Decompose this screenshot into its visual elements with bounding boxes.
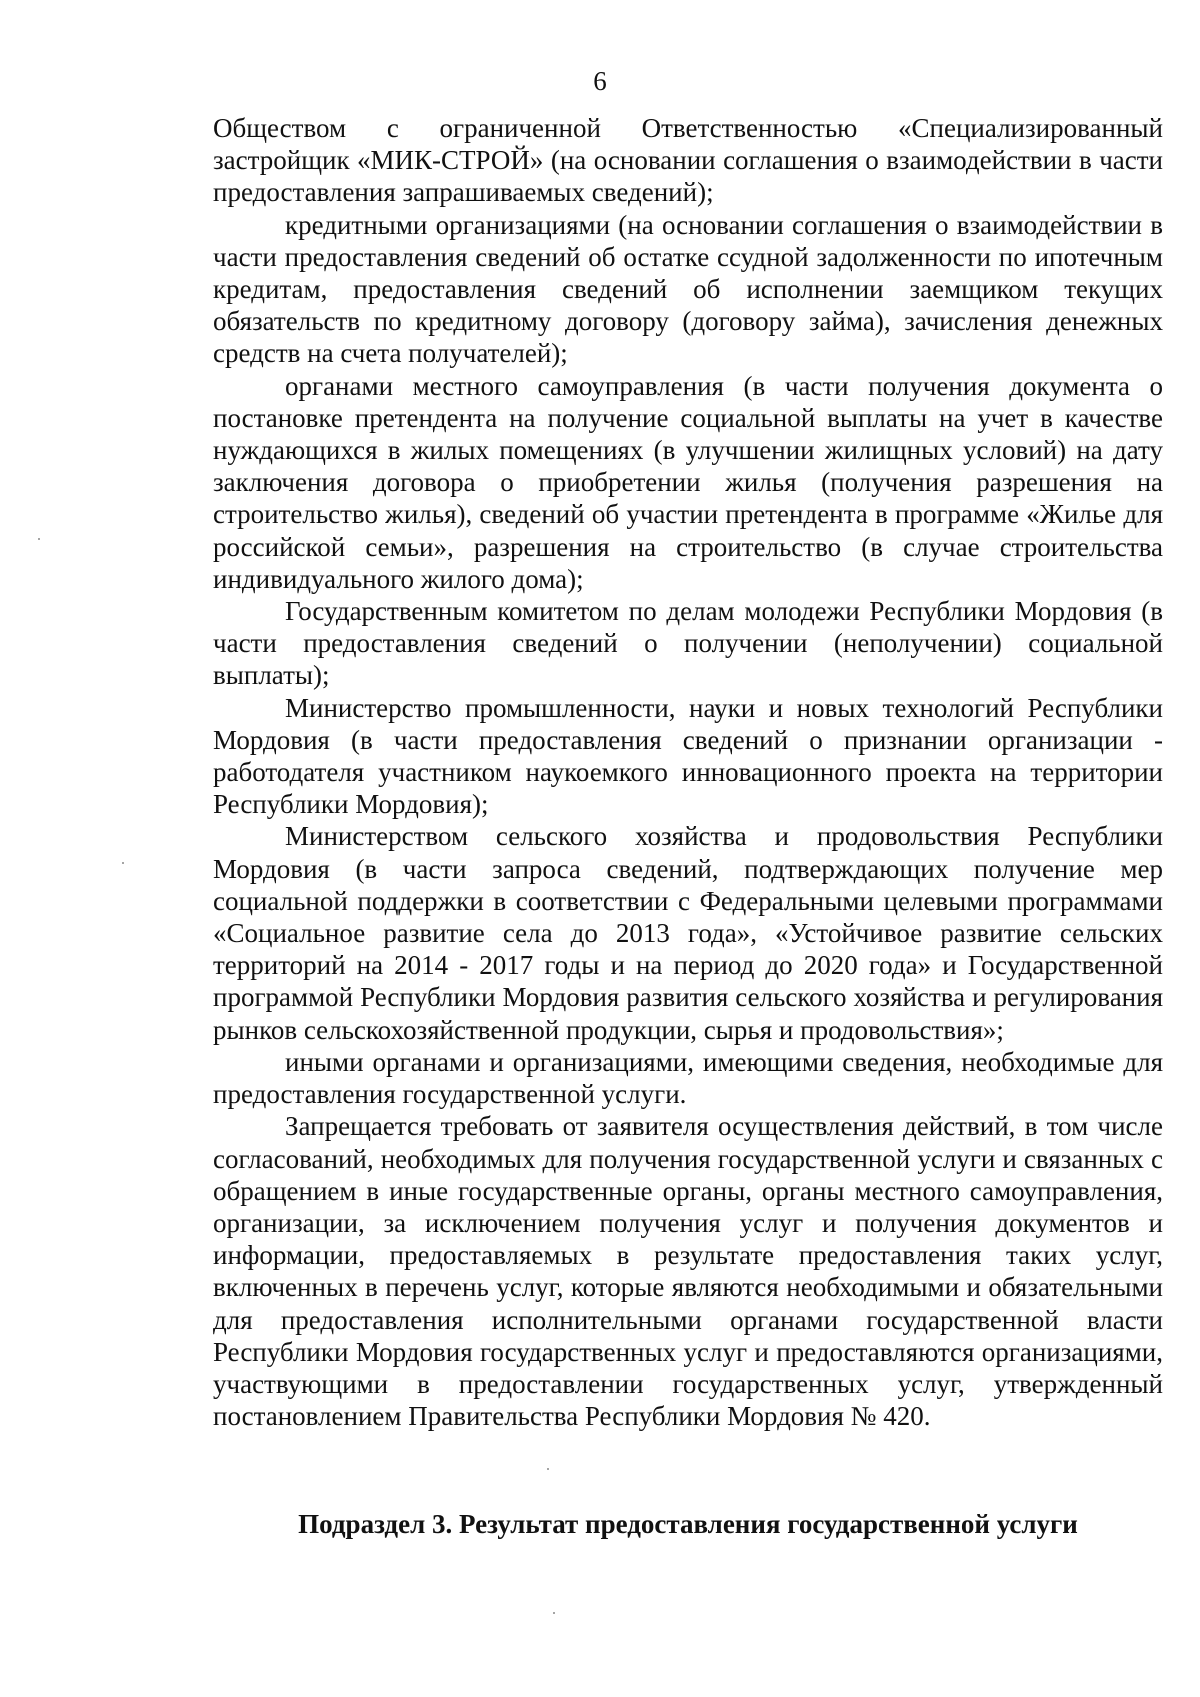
document-body <box>213 112 1163 1432</box>
section-heading: Подраздел 3. Результат предоставления государственной услуги <box>298 1509 1078 1539</box>
paragraph-prohibition: Запрещается требовать от заявителя осуществления действий, в том числе согласований, необходимых для получения государственной услуги и связанных с обращением в иные государственные органы, органы местного самоуправления, организации, за исключением получения услуг и получения документов и информации, предоставляемых в результате предоставления таких услуг, включенных в перечень услуг, которые являются необходимыми и обязательными для предоставления исполнительными органами государственной власти Республики Мордовия государственных услуг и предоставляются организациями, участвующими в предоставлении государственных услуг, утвержденный постановлением Правительства Республики Мордовия № 420. <box>213 1111 1163 1432</box>
paragraph-continuation: Обществом с ограниченной Ответственностью «Специализированный застройщик «МИК-СТРОЙ» (на основании соглашения о взаимодействии в части предоставления запрашиваемых сведений); <box>213 113 1163 208</box>
paragraph-local-government: органами местного самоуправления (в части получения документа о постановке претендента на получение социальной выплаты на учет в качестве нуждающихся в жилых помещениях (в улучшении жилищных условий) на дату заключения договора о приобретении жилья (получения разрешения на строительство жилья), сведений об участии претендента в программе «Жилье для российской семьи», разрешения на строительство (в случае строительства индивидуального жилого дома); <box>213 370 1163 594</box>
paragraph-other-bodies: иными органами и организациями, имеющими сведения, необходимые для предоставления государственной услуги. <box>213 1046 1163 1110</box>
paragraph-ministry-industry: Министерство промышленности, науки и новых технологий Республики Мордовия (в части предоставления сведений о признании организации - работодателя участником наукоемкого инновационного проекта на территории Республики Мордовия); <box>213 692 1163 820</box>
scan-speck <box>38 538 40 540</box>
paragraph-ministry-agriculture: Министерством сельского хозяйства и продовольствия Республики Мордовия (в части запроса сведений, подтверждающих получение мер социальной поддержки в соответствии с Федеральными целевыми программами «Социальное развитие села до 2013 года», «Устойчивое развитие сельских территорий на 2014 - 2017 годы и на период до 2020 года» и Государственной программой Республики Мордовия развития сельского хозяйства и регулирования рынков сельскохозяйственной продукции, сырья и продовольствия»; <box>213 821 1163 1045</box>
scan-speck <box>553 1612 555 1614</box>
paragraph-credit-organizations: кредитными организациями (на основании соглашения о взаимодействии в части предоставления сведений об остатке ссудной задолженности по ипотечным кредитам, предоставления сведений об исполнении заемщиком текущих обязательств по кредитному договору (договору займа), зачисления денежных средств на счета получателей); <box>213 209 1163 369</box>
paragraph-youth-committee: Государственным комитетом по делам молодежи Республики Мордовия (в части предоставления сведений о получении (неполучении) социальной выплаты); <box>213 596 1163 691</box>
page-number: 6 <box>593 66 607 96</box>
scan-speck <box>547 1468 549 1470</box>
scan-speck <box>122 862 124 864</box>
